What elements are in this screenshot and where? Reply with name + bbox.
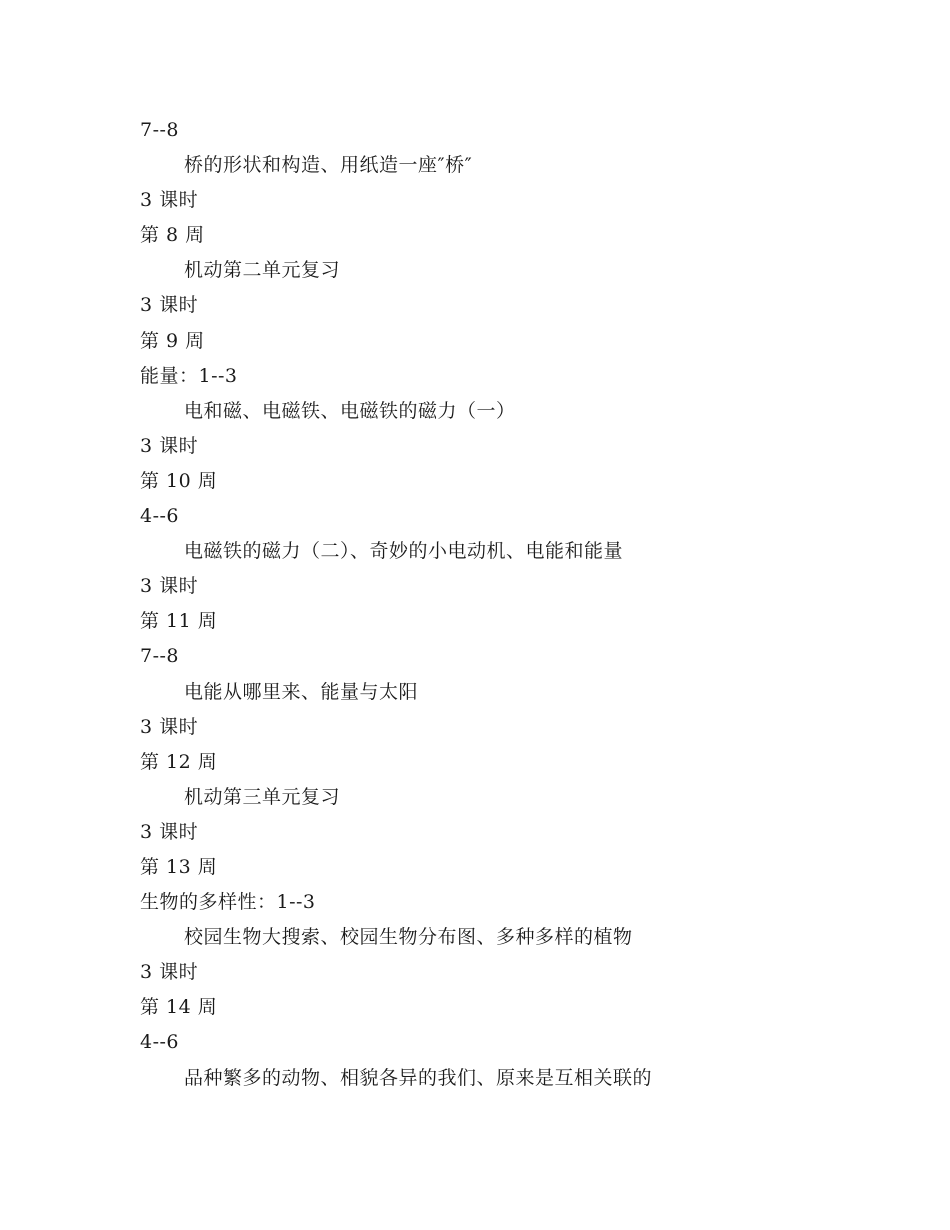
schedule-line: 7--8 bbox=[140, 645, 180, 668]
schedule-line: 能量：1--3 bbox=[140, 364, 238, 387]
schedule-line: 3 课时 bbox=[140, 189, 199, 212]
lesson-content-line: 机动第二单元复习 bbox=[184, 259, 341, 282]
schedule-line: 第 10 周 bbox=[140, 469, 218, 492]
schedule-line: 第 8 周 bbox=[140, 224, 205, 247]
schedule-line: 第 13 周 bbox=[140, 855, 218, 878]
lesson-content-line: 电磁铁的磁力（二）、奇妙的小电动机、电能和能量 bbox=[184, 540, 624, 563]
schedule-text-lines bbox=[140, 113, 900, 1096]
lesson-content-line: 电和磁、电磁铁、电磁铁的磁力（一） bbox=[184, 399, 516, 422]
lesson-content-line: 电能从哪里来、能量与太阳 bbox=[184, 680, 419, 703]
lesson-content-line: 校园生物大搜索、校园生物分布图、多种多样的植物 bbox=[184, 926, 633, 949]
lesson-content-line: 品种繁多的动物、相貌各异的我们、原来是互相关联的 bbox=[184, 1066, 653, 1089]
lesson-content-line: 机动第三单元复习 bbox=[184, 785, 341, 808]
schedule-line: 第 12 周 bbox=[140, 750, 218, 773]
schedule-line: 3 课时 bbox=[140, 434, 199, 457]
schedule-line: 第 14 周 bbox=[140, 996, 218, 1019]
schedule-line: 3 课时 bbox=[140, 820, 199, 843]
schedule-line: 3 课时 bbox=[140, 961, 199, 984]
schedule-line: 4--6 bbox=[140, 1031, 180, 1054]
schedule-line: 第 11 周 bbox=[140, 610, 218, 633]
schedule-line: 3 课时 bbox=[140, 715, 199, 738]
schedule-line: 3 课时 bbox=[140, 294, 199, 317]
schedule-line: 3 课时 bbox=[140, 575, 199, 598]
schedule-line: 4--6 bbox=[140, 505, 180, 528]
schedule-line: 第 9 周 bbox=[140, 329, 205, 352]
schedule-line: 生物的多样性：1--3 bbox=[140, 891, 316, 914]
schedule-line: 7--8 bbox=[140, 119, 180, 141]
lesson-content-line: 桥的形状和构造、用纸造一座″桥″ bbox=[184, 154, 473, 177]
